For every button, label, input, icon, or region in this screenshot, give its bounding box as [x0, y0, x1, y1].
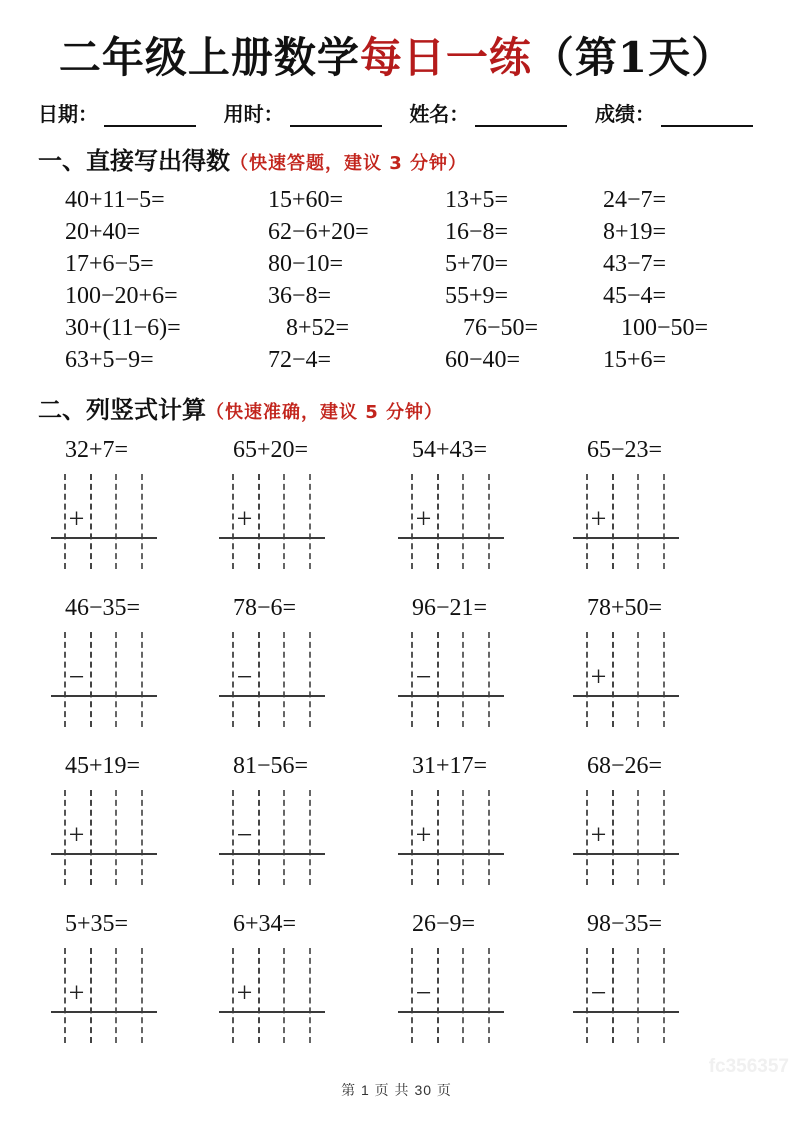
time-label: 用时： [223, 104, 284, 127]
title-prefix: 二年级上册数学 [58, 33, 360, 82]
vertical-problem-text: 54+43= [412, 437, 488, 464]
place-value-guide-dash [462, 474, 464, 569]
operator-sign: + [590, 820, 607, 852]
vertical-calc-frame [51, 948, 157, 1043]
oral-problem: 72−4= [268, 347, 332, 374]
place-value-guide-dash [612, 474, 614, 569]
vertical-calc-frame [398, 948, 504, 1043]
info-row [38, 98, 753, 127]
place-value-guide-dash [141, 790, 143, 885]
answer-line [219, 1011, 325, 1013]
vertical-problem-text: 45+19= [65, 753, 141, 780]
place-value-guide-dash [488, 632, 490, 727]
name-blank-line [475, 105, 567, 127]
vertical-problem [573, 435, 793, 593]
answer-line [51, 853, 157, 855]
vertical-calc-frame [51, 790, 157, 885]
oral-problem: 100−20+6= [65, 283, 178, 310]
title-highlight: 每日一练 [359, 33, 532, 82]
oral-problem: 36−8= [268, 283, 332, 310]
vertical-problem-text: 5+35= [65, 911, 129, 938]
place-value-guide-dash [141, 948, 143, 1043]
vertical-problem-text: 98−35= [587, 911, 663, 938]
name-label: 姓名： [409, 104, 470, 127]
operator-sign: + [68, 978, 85, 1010]
place-value-guide-dash [637, 790, 639, 885]
place-value-guide-dash [258, 632, 260, 727]
time-blank-line [290, 105, 382, 127]
vertical-calc-frame [573, 790, 679, 885]
place-value-guide-dash [258, 474, 260, 569]
place-value-guide-dash [637, 948, 639, 1043]
place-value-guide-dash [309, 948, 311, 1043]
vertical-calc-frame [219, 474, 325, 569]
answer-line [51, 695, 157, 697]
vertical-calc-frame [398, 790, 504, 885]
place-value-guide-dash [663, 474, 665, 569]
vertical-calc-frame [398, 632, 504, 727]
place-value-guide-dash [663, 948, 665, 1043]
section1-heading [38, 141, 793, 176]
answer-line [573, 853, 679, 855]
place-value-guide-dash [309, 790, 311, 885]
place-value-guide-dash [283, 474, 285, 569]
vertical-problem-text: 46−35= [65, 595, 141, 622]
answer-line [573, 537, 679, 539]
oral-problems-grid [65, 184, 793, 376]
place-value-guide-dash [141, 632, 143, 727]
vertical-problem [51, 593, 219, 751]
place-value-guide-dash [462, 632, 464, 727]
answer-line [51, 537, 157, 539]
answer-line [219, 695, 325, 697]
oral-problem: 15+60= [268, 187, 344, 214]
vertical-problem [51, 909, 219, 1067]
operator-sign: + [415, 820, 432, 852]
oral-problem: 30+(11−6)= [65, 315, 181, 342]
operator-sign: − [236, 662, 253, 694]
answer-line [219, 853, 325, 855]
score-blank-line [661, 105, 753, 127]
vertical-problem [398, 751, 573, 909]
info-field-date [38, 98, 196, 127]
page-footer: 第 1 页 共 30 页 [341, 1082, 452, 1098]
operator-sign: + [68, 820, 85, 852]
vertical-problem-text: 31+17= [412, 753, 488, 780]
place-value-guide-dash [663, 790, 665, 885]
vertical-calc-frame [573, 632, 679, 727]
vertical-problem [398, 909, 573, 1067]
oral-problem: 15+6= [603, 347, 667, 374]
answer-line [573, 1011, 679, 1013]
oral-problem: 80−10= [268, 251, 344, 278]
operator-sign: − [236, 820, 253, 852]
place-value-guide-dash [612, 948, 614, 1043]
vertical-problem-text: 32+7= [65, 437, 129, 464]
place-value-guide-dash [309, 474, 311, 569]
oral-problem: 16−8= [445, 219, 509, 246]
oral-problem: 8+19= [603, 219, 667, 246]
place-value-guide-dash [283, 632, 285, 727]
answer-line [398, 853, 504, 855]
place-value-guide-dash [637, 474, 639, 569]
operator-sign: + [590, 504, 607, 536]
vertical-problem [398, 593, 573, 751]
place-value-guide-dash [283, 790, 285, 885]
place-value-guide-dash [90, 474, 92, 569]
section1-heading-text: 一、直接写出得数 [38, 147, 230, 176]
vertical-problem [398, 435, 573, 593]
vertical-calc-frame [573, 948, 679, 1043]
place-value-guide-dash [437, 790, 439, 885]
watermark: fc356357 [708, 1056, 789, 1077]
section2-heading-text: 二、列竖式计算 [38, 396, 206, 425]
section2-note: （快速准确，建议 5 分钟） [206, 402, 444, 424]
info-field-time [224, 98, 382, 127]
title-suffix: （第1天） [531, 33, 735, 82]
date-blank-line [104, 105, 196, 127]
info-field-score [595, 98, 753, 127]
worksheet-title [0, 0, 793, 82]
info-field-name [409, 98, 567, 127]
place-value-guide-dash [309, 632, 311, 727]
vertical-problem-text: 6+34= [233, 911, 297, 938]
place-value-guide-dash [115, 790, 117, 885]
vertical-problem [573, 909, 793, 1067]
operator-sign: + [68, 504, 85, 536]
vertical-problem-text: 68−26= [587, 753, 663, 780]
vertical-problems-grid [51, 435, 793, 1067]
place-value-guide-dash [258, 948, 260, 1043]
vertical-calc-frame [219, 790, 325, 885]
answer-line [51, 1011, 157, 1013]
vertical-problem [573, 751, 793, 909]
place-value-guide-dash [90, 632, 92, 727]
vertical-problem-text: 81−56= [233, 753, 309, 780]
vertical-calc-frame [51, 474, 157, 569]
place-value-guide-dash [283, 948, 285, 1043]
answer-line [398, 1011, 504, 1013]
vertical-calc-frame [219, 632, 325, 727]
place-value-guide-dash [90, 790, 92, 885]
place-value-guide-dash [437, 948, 439, 1043]
place-value-guide-dash [115, 474, 117, 569]
vertical-problem-text: 65−23= [587, 437, 663, 464]
oral-problem: 17+6−5= [65, 251, 154, 278]
place-value-guide-dash [612, 632, 614, 727]
vertical-problem-text: 26−9= [412, 911, 476, 938]
oral-problem: 76−50= [463, 315, 539, 342]
place-value-guide-dash [637, 632, 639, 727]
oral-problem: 20+40= [65, 219, 141, 246]
answer-line [398, 537, 504, 539]
operator-sign: + [236, 504, 253, 536]
place-value-guide-dash [612, 790, 614, 885]
place-value-guide-dash [488, 948, 490, 1043]
place-value-guide-dash [437, 632, 439, 727]
answer-line [398, 695, 504, 697]
score-label: 成绩： [594, 104, 655, 127]
place-value-guide-dash [141, 474, 143, 569]
vertical-problem [219, 435, 398, 593]
place-value-guide-dash [258, 790, 260, 885]
vertical-problem [51, 435, 219, 593]
vertical-problem [573, 593, 793, 751]
place-value-guide-dash [437, 474, 439, 569]
place-value-guide-dash [115, 948, 117, 1043]
vertical-problem-text: 78+50= [587, 595, 663, 622]
vertical-problem-text: 78−6= [233, 595, 297, 622]
answer-line [573, 695, 679, 697]
vertical-problem-text: 96−21= [412, 595, 488, 622]
operator-sign: + [236, 978, 253, 1010]
place-value-guide-dash [488, 474, 490, 569]
operator-sign: + [415, 504, 432, 536]
vertical-problem [219, 751, 398, 909]
place-value-guide-dash [462, 948, 464, 1043]
operator-sign: − [590, 978, 607, 1010]
oral-problem: 40+11−5= [65, 187, 165, 214]
oral-problem: 55+9= [445, 283, 509, 310]
oral-problem: 45−4= [603, 283, 667, 310]
oral-problem: 60−40= [445, 347, 521, 374]
vertical-problem [219, 593, 398, 751]
vertical-calc-frame [51, 632, 157, 727]
vertical-problem-text: 65+20= [233, 437, 309, 464]
operator-sign: + [590, 662, 607, 694]
answer-line [219, 537, 325, 539]
place-value-guide-dash [115, 632, 117, 727]
place-value-guide-dash [462, 790, 464, 885]
operator-sign: − [415, 978, 432, 1010]
oral-problem: 8+52= [286, 315, 350, 342]
operator-sign: − [68, 662, 85, 694]
vertical-calc-frame [219, 948, 325, 1043]
section2-heading [38, 390, 793, 425]
vertical-calc-frame [573, 474, 679, 569]
operator-sign: − [415, 662, 432, 694]
oral-problem: 5+70= [445, 251, 509, 278]
oral-problem: 13+5= [445, 187, 509, 214]
oral-problem: 63+5−9= [65, 347, 154, 374]
oral-problem: 100−50= [621, 315, 709, 342]
place-value-guide-dash [90, 948, 92, 1043]
section1-note: （快速答题，建议 3 分钟） [230, 153, 468, 175]
vertical-problem [51, 751, 219, 909]
oral-problem: 62−6+20= [268, 219, 369, 246]
oral-problem: 24−7= [603, 187, 667, 214]
place-value-guide-dash [663, 632, 665, 727]
oral-problem: 43−7= [603, 251, 667, 278]
date-label: 日期： [38, 104, 98, 127]
vertical-problem [219, 909, 398, 1067]
vertical-calc-frame [398, 474, 504, 569]
place-value-guide-dash [488, 790, 490, 885]
